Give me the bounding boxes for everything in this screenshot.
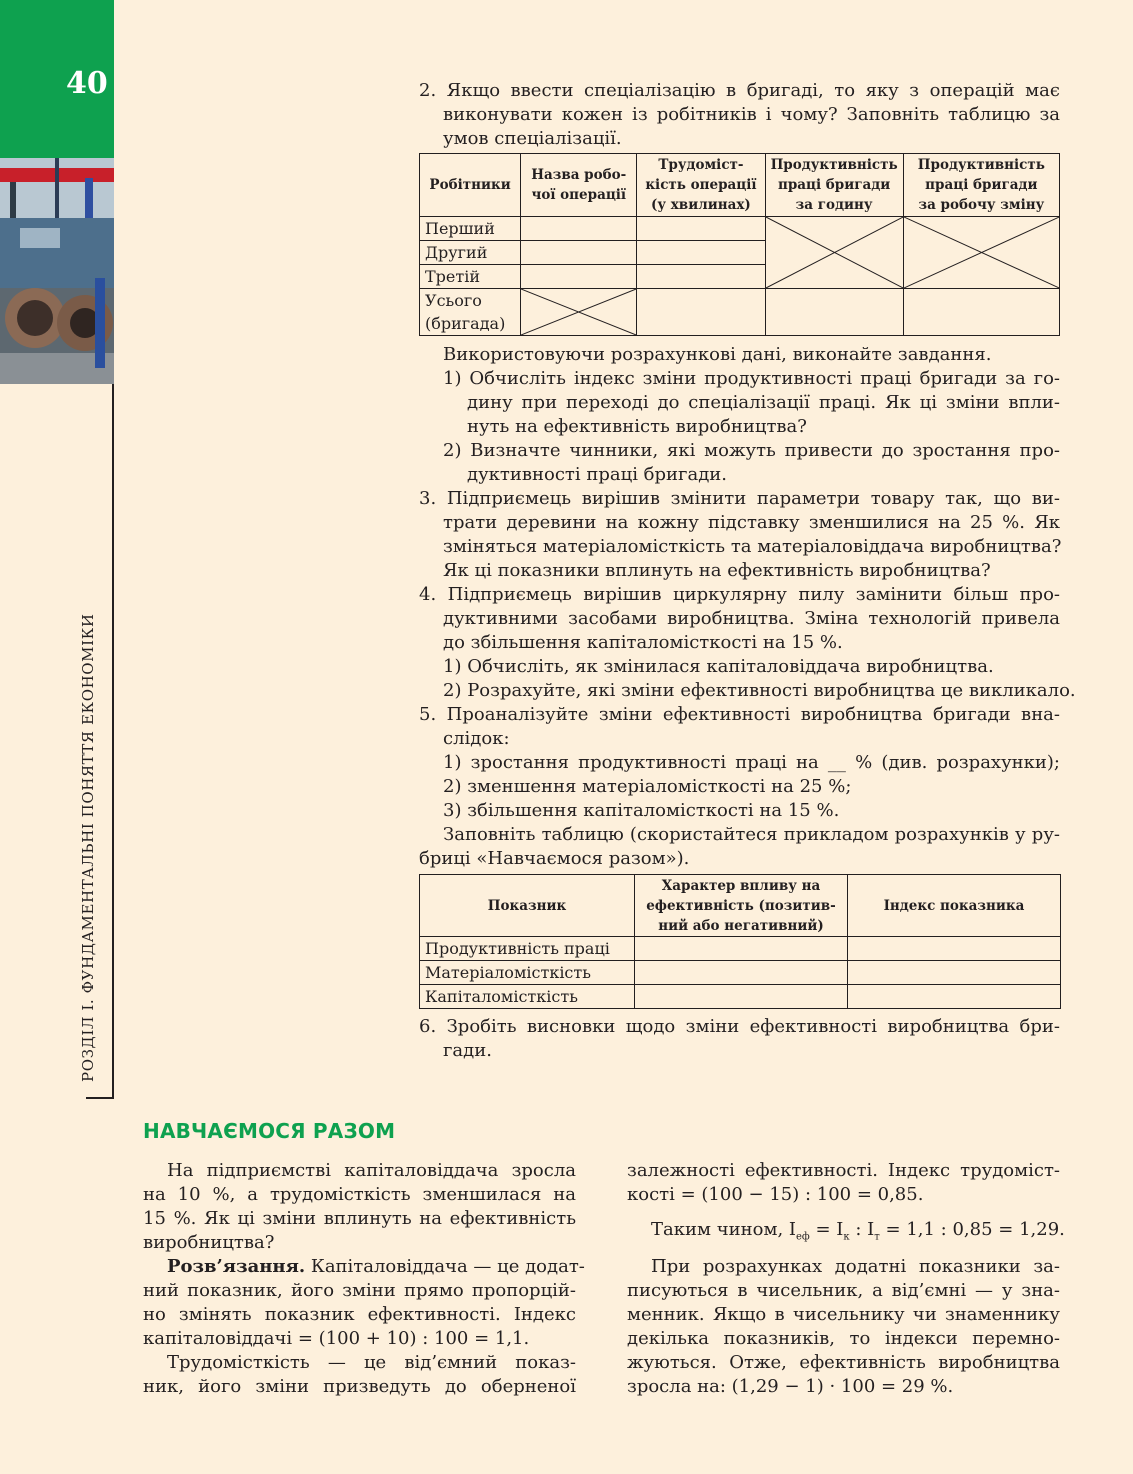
cross-mark <box>766 217 903 288</box>
table-cell <box>848 985 1061 1009</box>
crossed-cell <box>521 289 637 336</box>
task6-line-2: гади. <box>443 1040 492 1061</box>
table-cell <box>637 289 765 336</box>
specialization-table <box>419 153 1060 336</box>
task5-line-5: 3) збільшення капіталомісткості на 15 %. <box>443 800 840 821</box>
page-number-tab <box>0 0 114 158</box>
task2-after-line-5: 2) Визначте чинники, які можуть привести до зростання про- <box>443 440 1060 461</box>
row-label-first: Перший <box>420 217 521 241</box>
learn-left-line-6: ний показник, його зміни прямо пропорцій- <box>143 1280 576 1301</box>
crossed-cell <box>903 217 1059 289</box>
formula-part: : I <box>849 1219 875 1240</box>
header-productivity-shift: Продуктивність праці бригади за робочу зміну <box>903 154 1059 217</box>
table-cell <box>637 241 765 265</box>
table-cell <box>635 985 848 1009</box>
task4-line-5: 2) Розрахуйте, які зміни ефективності виробництва це викликало. <box>443 680 1076 701</box>
learn-left-line-4: виробництва? <box>143 1232 275 1253</box>
learn-left-line-2: на 10 %, а трудомісткість зменшилася на <box>143 1184 576 1205</box>
learn-left-line-9: Трудомісткість — це від’ємний показ- <box>167 1352 576 1373</box>
page-number: 40 <box>66 66 108 101</box>
task2-after-line-4: нуть на ефективність виробництва? <box>467 416 807 437</box>
factory-photo-image <box>0 158 114 384</box>
task4-line-4: 1) Обчисліть, як змінилася капіталовіддача виробництва. <box>443 656 994 677</box>
table-cell <box>637 265 765 289</box>
table-cell <box>848 961 1061 985</box>
learn-right-line-3: При розрахунках додатні показники за- <box>651 1256 1060 1277</box>
header-index: Індекс показника <box>848 875 1061 937</box>
learn-right-line-6: декілька показників, то індекси перемно- <box>627 1328 1060 1349</box>
task3-line-2: трати деревини на кожну підставку зменшилися на 25 %. Як <box>443 512 1060 533</box>
learn-left-line-7: но змінять показник ефективності. Індекс <box>143 1304 576 1325</box>
task3-line-1: 3. Підприємець вирішив змінити параметри товару так, що ви- <box>419 488 1060 509</box>
cross-mark <box>904 217 1059 288</box>
side-divider-foot <box>86 1097 114 1099</box>
table-cell <box>521 241 637 265</box>
learn-left-line-1: На підприємстві капіталовіддача зросла <box>167 1160 576 1181</box>
table-cell <box>637 217 765 241</box>
task5-line-3: 1) зростання продуктивності праці на __ % (див. розрахунки); <box>443 752 1060 773</box>
learn-together-heading: НАВЧАЄМОСЯ РАЗОМ <box>143 1119 396 1143</box>
task2-after-line-1: Використовуючи розрахункові дані, виконайте завдання. <box>443 344 992 365</box>
learn-right-line-5: менник. Якщо в чисельнику чи знаменнику <box>627 1304 1060 1325</box>
table-cell <box>635 937 848 961</box>
efficiency-table <box>419 874 1061 1009</box>
learn-right-formula <box>651 1218 1065 1250</box>
formula-sub-k: к <box>843 1231 850 1243</box>
row-label-second: Другий <box>420 241 521 265</box>
table-cell <box>521 265 637 289</box>
task2-after-line-6: дуктивності праці бригади. <box>467 464 727 485</box>
task3-line-3: зміняться матеріаломісткість та матеріаловіддача виробництва? <box>443 536 1062 557</box>
task5-line-1: 5. Проаналізуйте зміни ефективності виробництва бригади вна- <box>419 704 1060 725</box>
learn-right-line-2: кості = (100 − 15) : 100 = 0,85. <box>627 1184 924 1205</box>
task5-line-7: бриці «Навчаємося разом»). <box>419 848 690 869</box>
learn-right-line-7: жуються. Отже, ефективність виробництва <box>627 1352 1060 1373</box>
row-label-total <box>420 289 521 336</box>
section-side-title: РОЗДІЛ І. ФУНДАМЕНТАЛЬНІ ПОНЯТТЯ ЕКОНОМІКИ <box>79 613 97 1082</box>
task4-line-3: до збільшення капіталомісткості на 15 %. <box>443 632 843 653</box>
table-cell <box>848 937 1061 961</box>
formula-sub-t: т <box>874 1231 880 1243</box>
table-cell <box>635 961 848 985</box>
solution-label: Розв’язання. <box>167 1256 306 1277</box>
task4-line-1: 4. Підприємець вирішив циркулярну пилу замінити більш про- <box>419 584 1060 605</box>
task2-line-3: умов спеціалізації. <box>443 128 622 149</box>
header-workers: Робітники <box>420 154 521 217</box>
learn-right-line-8: зросла на: (1,29 − 1) · 100 = 29 %. <box>627 1376 954 1397</box>
formula-part: = I <box>809 1219 844 1240</box>
row-label-labor-productivity: Продуктивність праці <box>420 937 635 961</box>
table-cell <box>521 217 637 241</box>
task2-line-2: виконувати кожен із робітників і чому? Заповніть таблицю за <box>443 104 1060 125</box>
formula-part: Таким чином, I <box>651 1219 796 1240</box>
row-label-material-intensity: Матеріаломісткість <box>420 961 635 985</box>
formula-part: = 1,1 : 0,85 = 1,29. <box>879 1219 1065 1240</box>
task2-after-line-2: 1) Обчисліть індекс зміни продуктивності праці бригади за го- <box>443 368 1060 389</box>
learn-right-line-1: залежності ефективності. Індекс трудоміст- <box>627 1160 1060 1181</box>
learn-left-line-5-text: Капіталовіддача — це додат- <box>305 1256 585 1277</box>
total-label-line-2: (бригада) <box>425 314 506 333</box>
learn-left-line-5 <box>167 1255 585 1279</box>
task3-line-4: Як ці показники вплинуть на ефективність виробництва? <box>443 560 991 581</box>
learn-right-line-4: писуються в чисельник, а від’ємні — у зна- <box>627 1280 1060 1301</box>
row-label-capital-intensity: Капіталомісткість <box>420 985 635 1009</box>
learn-left-line-8: капіталовіддачі = (100 + 10) : 100 = 1,1. <box>143 1328 530 1349</box>
header-impact: Характер впливу на ефективність (позитив- ний або негативний) <box>635 875 848 937</box>
crossed-cell <box>765 217 903 289</box>
task5-line-6: Заповніть таблицю (скористайтеся прикладом розрахунків у ру- <box>443 824 1060 845</box>
side-divider <box>112 384 114 1098</box>
total-label-line-1: Усього <box>425 291 482 310</box>
row-label-third: Третій <box>420 265 521 289</box>
task5-line-4: 2) зменшення матеріаломісткості на 25 %; <box>443 776 852 797</box>
header-operation-name: Назва робо- чої операції <box>521 154 637 217</box>
table-cell <box>765 289 903 336</box>
table-cell <box>903 289 1059 336</box>
task4-line-2: дуктивними засобами виробництва. Зміна технологій привела <box>443 608 1060 629</box>
header-labor-intensity: Трудоміст- кість операції (у хвилинах) <box>637 154 765 217</box>
header-indicator: Показник <box>420 875 635 937</box>
learn-left-line-3: 15 %. Як ці зміни вплинуть на ефективність <box>143 1208 576 1229</box>
learn-left-line-10: ник, його зміни призведуть до оберненої <box>143 1376 576 1397</box>
task6-line-1: 6. Зробіть висновки щодо зміни ефективності виробництва бри- <box>419 1016 1060 1037</box>
cross-mark <box>521 289 636 335</box>
header-productivity-hour: Продуктивність праці бригади за годину <box>765 154 903 217</box>
task5-line-2: слідок: <box>443 728 510 749</box>
task2-line-1: 2. Якщо ввести спеціалізацію в бригаді, то яку з операцій має <box>419 80 1060 101</box>
factory-photo <box>0 158 114 384</box>
formula-sub-ef: еф <box>796 1231 810 1243</box>
task2-after-line-3: дину при переході до спеціалізації праці. Як ці зміни впли- <box>467 392 1060 413</box>
